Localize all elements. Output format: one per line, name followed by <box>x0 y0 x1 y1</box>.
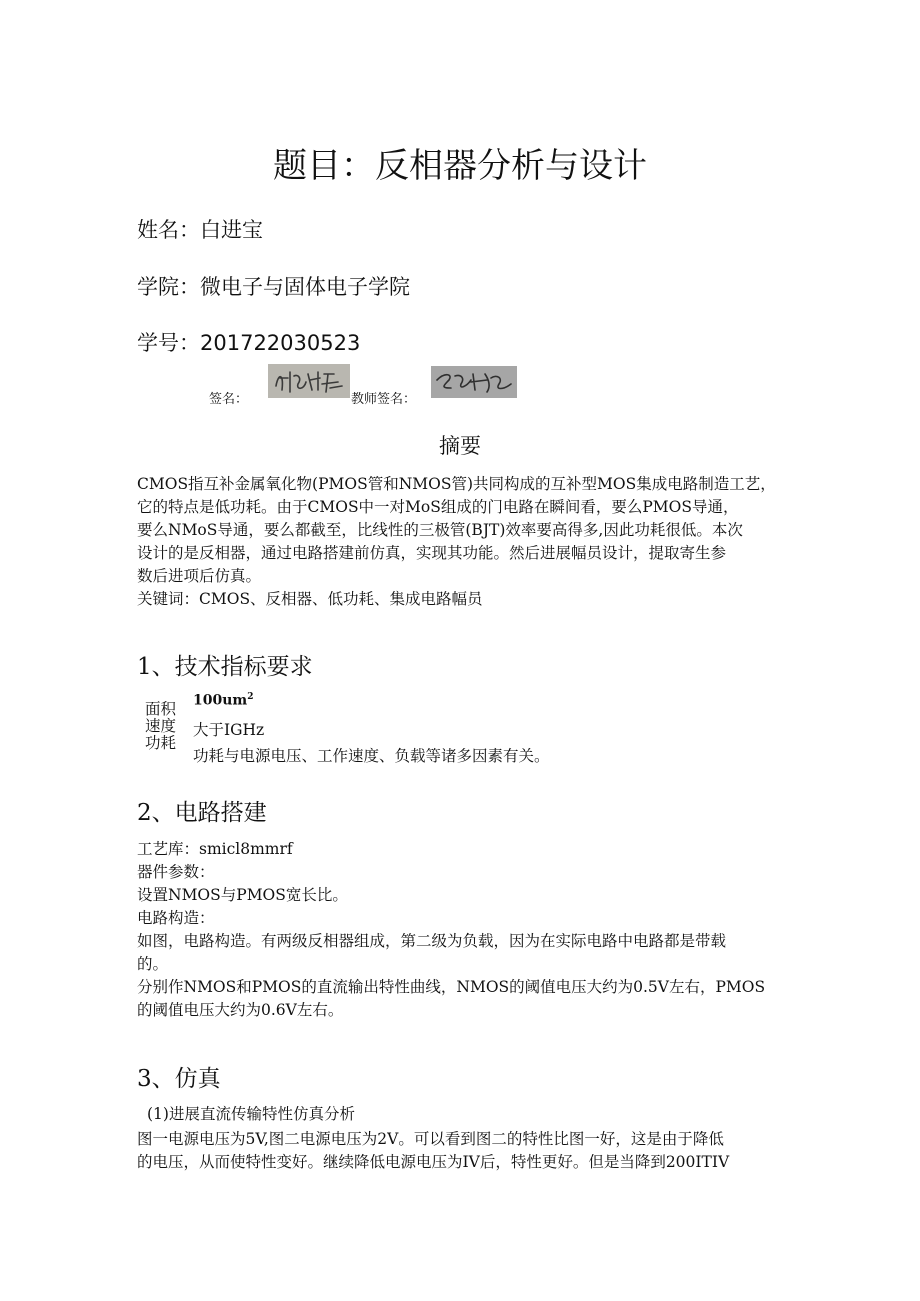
abstract-line: 它的特点是低功耗。由于CMOS中一对MoS组成的门电路在瞬间看，要么PMOS导通， <box>137 498 739 516</box>
section2-line: 分别作NMOS和PMOS的直流输出特性曲线，NMOS的阈值电压大约为0.5V左右，PMOS <box>137 978 766 996</box>
abstract-line: 要么NMoS导通，要么都截至，比线性的三极管(BJT)效率要高得多,因此功耗很低。本次 <box>137 521 743 539</box>
section3-line: 图一电源电压为5V,图二电源电压为2V。可以看到图二的特性比图一好，这是由于降低 <box>137 1130 724 1148</box>
section3-line: 的电压，从而使特性变好。继续降低电源电压为IV后，特性更好。但是当降到200ITIV <box>137 1153 730 1171</box>
abstract-line: 数后进项后仿真。 <box>137 567 262 585</box>
area-unit-exponent: 2 <box>247 692 254 702</box>
abstract-line: 设计的是反相器，通过电路搭建前仿真，实现其功能。然后进展幅员设计，提取寄生参 <box>137 544 727 562</box>
area-value: 100um <box>193 692 248 709</box>
section1-heading: 1、技术指标要求 <box>137 654 313 680</box>
student-signature-image <box>268 364 350 398</box>
spec-value-speed: 大于IGHz <box>193 721 265 739</box>
spec-key-power: 功耗 <box>145 734 177 752</box>
section2-body <box>137 838 785 1022</box>
student-name: 姓名：白进宝 <box>137 218 263 242</box>
keywords: 关键词：CMOS、反相器、低功耗、集成电路幅员 <box>137 590 483 608</box>
section3-subheading: (1)进展直流传输特性仿真分析 <box>147 1105 355 1123</box>
abstract-heading: 摘要 <box>439 434 481 458</box>
spec-value-power: 功耗与电源电压、工作速度、负载等诸多因素有关。 <box>193 747 550 765</box>
abstract-line: CMOS指互补金属氧化物(PMOS管和NMOS管)共同构成的互补型MOS集成电路制造工艺， <box>137 475 776 493</box>
teacher-signature-label: 教师签名： <box>351 392 417 407</box>
section2-line: 电路构造： <box>137 909 215 927</box>
section2-line: 如图，电路构造。有两级反相器组成，第二级为负载，因为在实际电路中电路都是带载 <box>137 932 727 950</box>
student-signature-label: 签名： <box>209 392 249 407</box>
section3-body <box>137 1128 785 1174</box>
spec-keys <box>145 701 176 752</box>
section2-line: 的阈值电压大约为0.6V左右。 <box>137 1001 344 1019</box>
section2-line: 工艺库：smicl8mmrf <box>137 840 293 858</box>
section2-line: 的。 <box>137 955 169 973</box>
student-id: 学号：201722030523 <box>137 331 361 355</box>
section2-line: 设置NMOS与PMOS宽长比。 <box>137 886 348 904</box>
spec-key-speed: 速度 <box>145 717 177 735</box>
section3-heading: 3、仿真 <box>137 1066 221 1092</box>
signature-row <box>0 364 920 407</box>
spec-value-area <box>193 692 253 709</box>
section2-line: 器件参数： <box>137 863 215 881</box>
teacher-signature-image <box>431 366 517 398</box>
spec-key-area: 面积 <box>145 700 177 718</box>
school-name: 学院：微电子与固体电子学院 <box>137 275 410 299</box>
abstract-body <box>137 473 785 611</box>
section2-heading: 2、电路搭建 <box>137 800 267 826</box>
document-title: 题目：反相器分析与设计 <box>273 146 647 186</box>
